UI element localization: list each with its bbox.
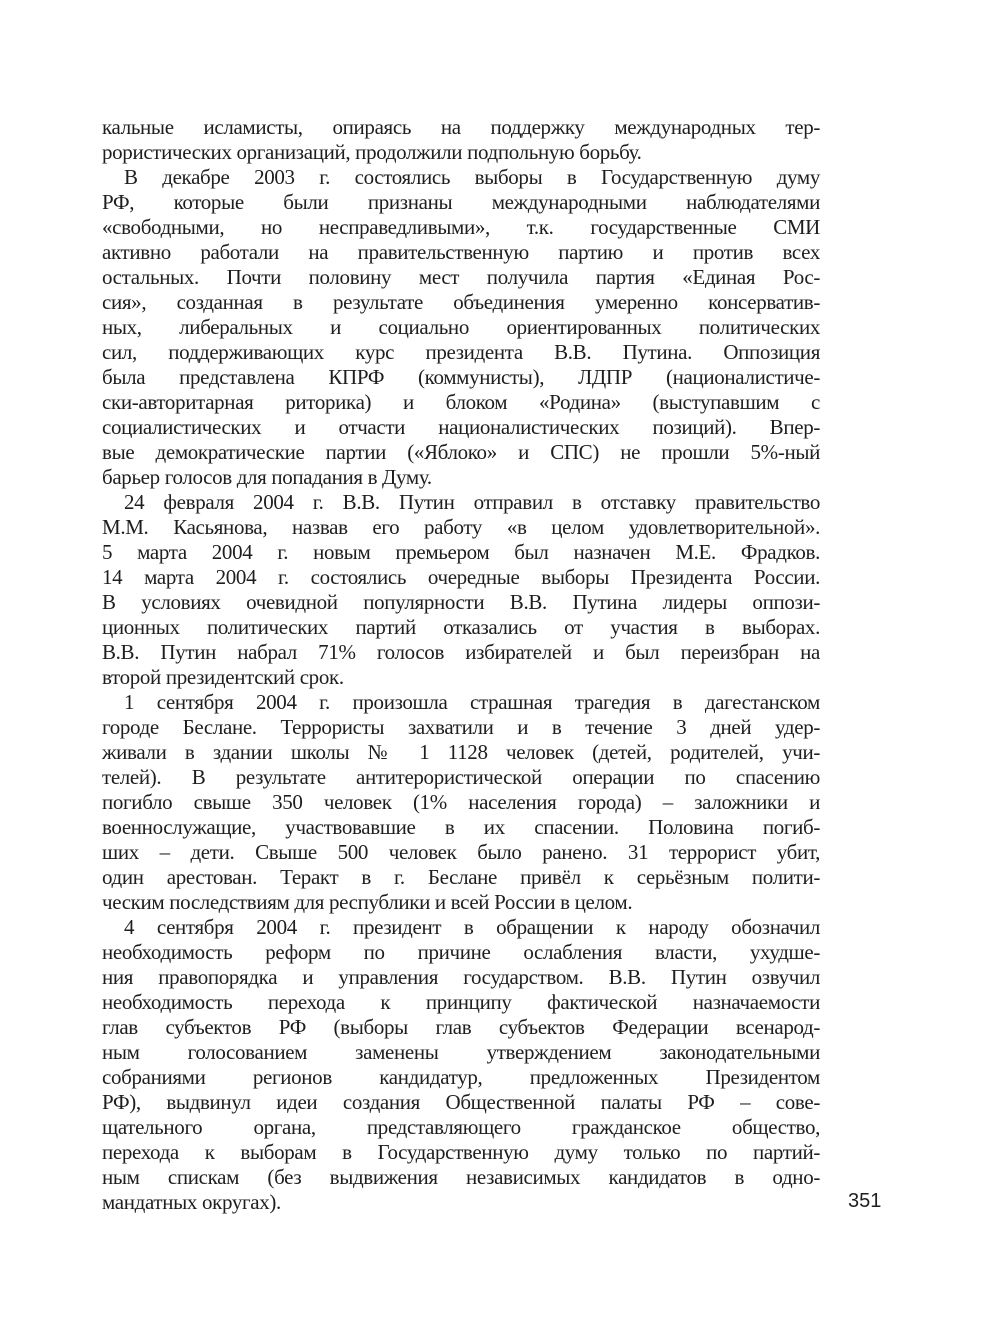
text-line: необходимость реформ по причине ослабления власти, ухудше-: [102, 940, 820, 964]
text-line: ным голосованием заменены утверждением законодательными: [102, 1040, 820, 1064]
text-line: вые демократические партии («Яблоко» и СПС) не прошли 5%-ный: [102, 440, 820, 464]
text-line: щательного органа, представляющего гражданское общество,: [102, 1115, 820, 1139]
text-line: сил, поддерживающих курс президента В.В. Путина. Оппозиция: [102, 340, 820, 364]
text-line: военнослужащие, участвовавшие в их спасении. Половина погиб-: [102, 815, 820, 839]
text-line: глав субъектов РФ (выборы глав субъектов Федерации всенарод-: [102, 1015, 820, 1039]
text-line: живали в здании школы № 1 1128 человек (детей, родителей, учи-: [102, 740, 820, 764]
text-line: необходимость перехода к принципу фактической назначаемости: [102, 990, 820, 1014]
text-line: рористических организаций, продолжили подпольную борьбу.: [102, 140, 642, 164]
text-line: РФ, которые были признаны международными наблюдателями: [102, 190, 820, 214]
text-line: ционных политических партий отказались от участия в выборах.: [102, 615, 820, 639]
text-line: В.В. Путин набрал 71% голосов избирателей и был переизбран на: [102, 640, 820, 664]
text-line: РФ), выдвинул идеи создания Общественной палаты РФ – сове-: [102, 1090, 820, 1114]
text-line: ческим последствиям для республики и всей России в целом.: [102, 890, 633, 914]
text-line: 24 февраля 2004 г. В.В. Путин отправил в отставку правительство: [124, 490, 820, 514]
text-line: 14 марта 2004 г. состоялись очередные выборы Президента России.: [102, 565, 820, 589]
text-line: социалистических и отчасти националистических позиций). Впер-: [102, 415, 820, 439]
text-line: 4 сентября 2004 г. президент в обращении к народу обозначил: [124, 915, 820, 939]
text-line: один арестован. Теракт в г. Беслане привёл к серьёзным полити-: [102, 865, 820, 889]
text-line: ния правопорядка и управления государством. В.В. Путин озвучил: [102, 965, 820, 989]
text-line: сия», созданная в результате объединения умеренно консерватив-: [102, 290, 820, 314]
text-line: М.М. Касьянова, назвав его работу «в целом удовлетворительной».: [102, 515, 820, 539]
text-line: ски-авторитарная риторика) и блоком «Родина» (выступавшим с: [102, 390, 820, 414]
paragraph: [102, 165, 820, 490]
text-line: «свободными, но несправедливыми», т.к. государственные СМИ: [102, 215, 820, 239]
text-line: В декабре 2003 г. состоялись выборы в Государственную думу: [124, 165, 820, 189]
text-line: собраниями регионов кандидатур, предложенных Президентом: [102, 1065, 820, 1089]
text-line: ным спискам (без выдвижения независимых кандидатов в одно-: [102, 1165, 820, 1189]
text-line: активно работали на правительственную партию и против всех: [102, 240, 820, 264]
text-line: второй президентский срок.: [102, 665, 344, 689]
text-line: барьер голосов для попадания в Думу.: [102, 465, 432, 489]
text-line: В условиях очевидной популярности В.В. Путина лидеры оппози-: [102, 590, 820, 614]
page-number: 351: [848, 1190, 882, 1212]
text-line: 1 сентября 2004 г. произошла страшная трагедия в дагестанском: [124, 690, 820, 714]
text-line: остальных. Почти половину мест получила партия «Единая Рос-: [102, 265, 820, 289]
text-line: мандатных округах).: [102, 1190, 281, 1214]
page-body: [102, 115, 820, 1215]
text-line: погибло свыше 350 человек (1% населения города) – заложники и: [102, 790, 820, 814]
paragraph: [102, 490, 820, 690]
text-line: перехода к выборам в Государственную думу только по партий-: [102, 1140, 820, 1164]
text-line: кальные исламисты, опираясь на поддержку международных тер-: [102, 115, 820, 139]
paragraph: [102, 690, 820, 915]
text-line: 5 марта 2004 г. новым премьером был назначен М.Е. Фрадков.: [102, 540, 820, 564]
paragraph: [102, 915, 820, 1215]
text-line: ных, либеральных и социально ориентированных политических: [102, 315, 820, 339]
text-line: ших – дети. Свыше 500 человек было ранено. 31 террорист убит,: [102, 840, 820, 864]
text-line: телей). В результате антитерористической операции по спасению: [102, 765, 820, 789]
text-line: городе Беслане. Террористы захватили и в течение 3 дней удер-: [102, 715, 820, 739]
text-line: была представлена КПРФ (коммунисты), ЛДПР (националистиче-: [102, 365, 820, 389]
paragraph: [102, 115, 820, 165]
